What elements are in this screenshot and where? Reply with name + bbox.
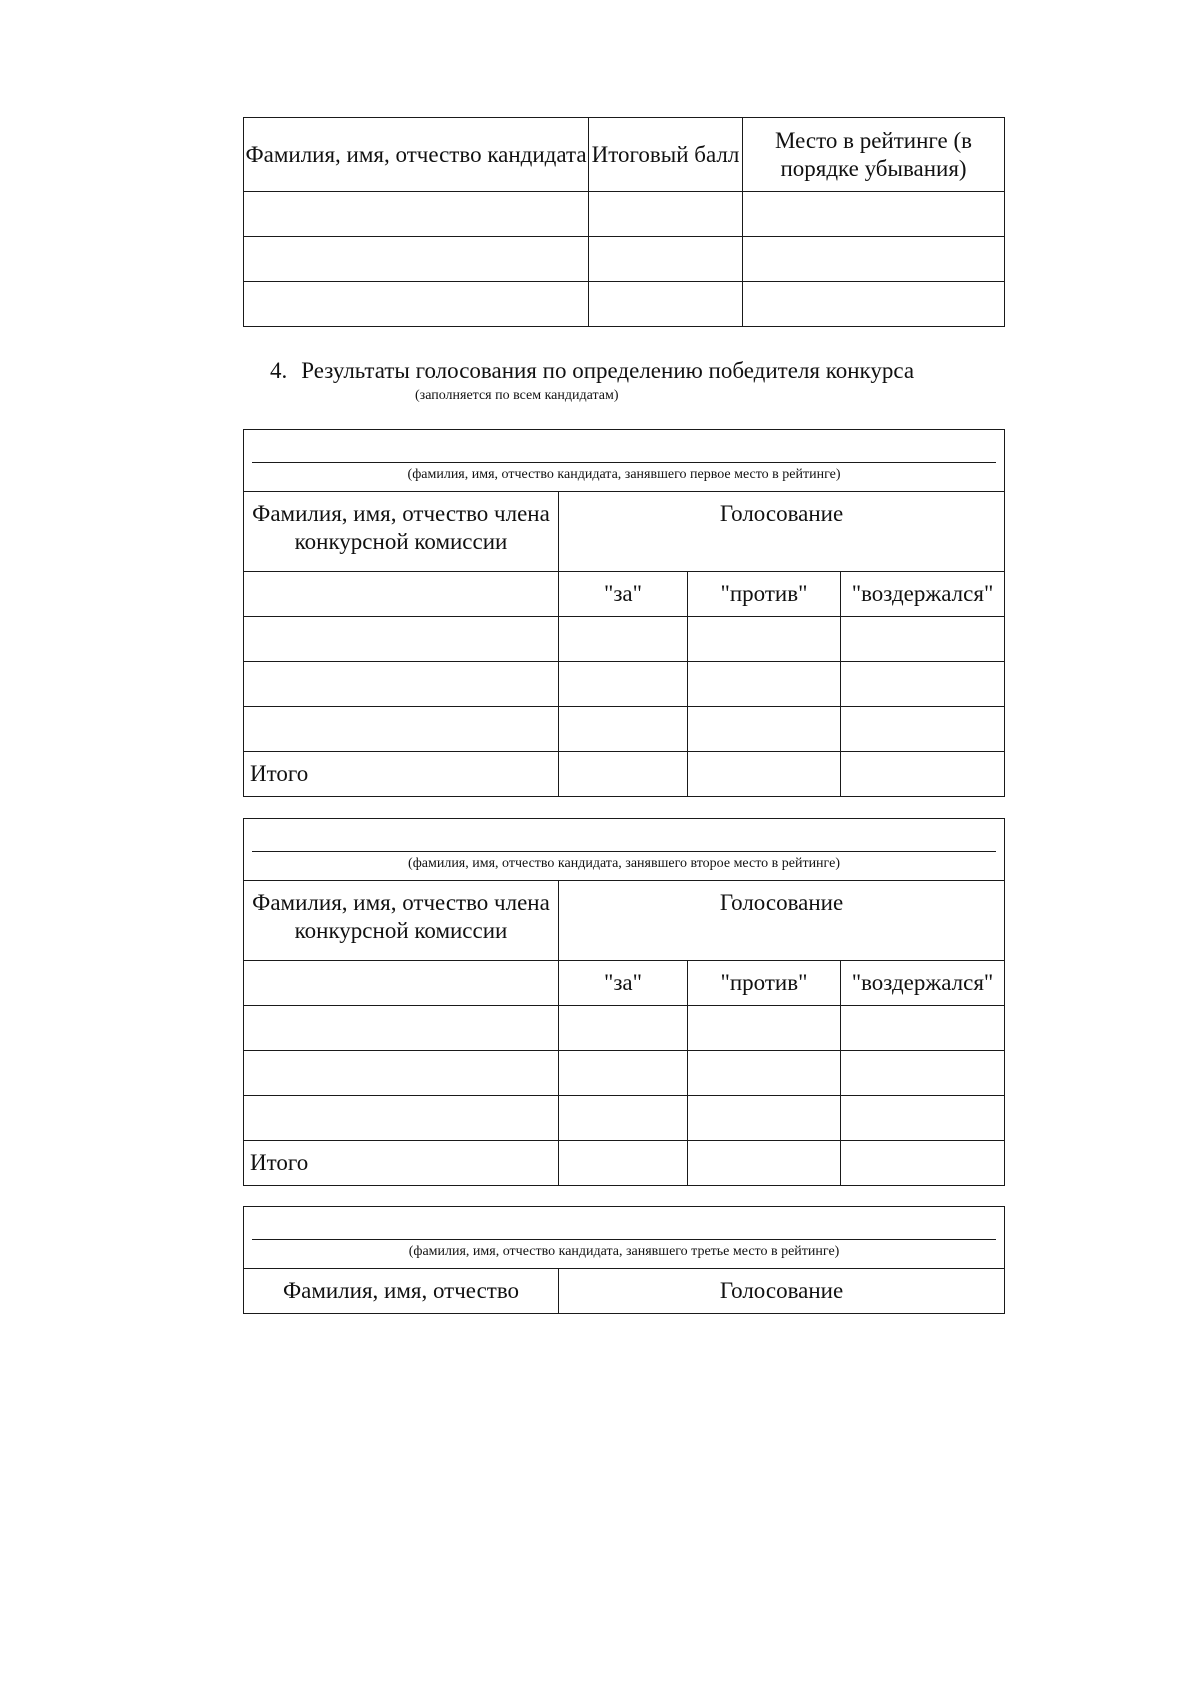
candidate-name-cell[interactable] xyxy=(244,282,589,327)
rating-place-cell[interactable] xyxy=(743,282,1005,327)
candidate-name-cell[interactable] xyxy=(244,192,589,237)
section-title: Результаты голосования по определению победителя конкурса xyxy=(301,358,915,383)
vote-against-cell[interactable] xyxy=(688,707,841,752)
candidate-name-cell[interactable] xyxy=(244,237,589,282)
total-score-cell[interactable] xyxy=(589,282,743,327)
vote-abstained-cell[interactable] xyxy=(841,617,1005,662)
section-subtitle: (заполняется по всем кандидатам) xyxy=(415,388,619,403)
vote-table-second-place xyxy=(243,818,1005,1186)
table-row xyxy=(244,1096,1005,1141)
rating-place-cell[interactable] xyxy=(743,192,1005,237)
vote-abstained-cell[interactable] xyxy=(841,1006,1005,1051)
total-for-cell[interactable] xyxy=(559,1141,688,1186)
vote-header-row xyxy=(244,881,1005,961)
vote-header-row xyxy=(244,492,1005,572)
section-number: 4. xyxy=(270,358,288,383)
table-row xyxy=(244,1006,1005,1051)
total-score-cell[interactable] xyxy=(589,192,743,237)
total-label: Итого xyxy=(244,752,559,797)
vote-table-third-place xyxy=(243,1206,1005,1314)
candidate-name-field[interactable] xyxy=(244,430,1005,492)
member-name-cell[interactable] xyxy=(244,1096,559,1141)
column-header-total-score: Итоговый балл xyxy=(589,118,743,192)
candidate-row xyxy=(244,430,1005,492)
candidate-name-underline xyxy=(252,1239,996,1240)
vote-for-cell[interactable] xyxy=(559,662,688,707)
member-name-cell[interactable] xyxy=(244,662,559,707)
vote-for-cell[interactable] xyxy=(559,1096,688,1141)
option-for: "за" xyxy=(559,961,688,1006)
vote-abstained-cell[interactable] xyxy=(841,662,1005,707)
vote-for-cell[interactable] xyxy=(559,1006,688,1051)
vote-for-cell[interactable] xyxy=(559,617,688,662)
table-row xyxy=(244,192,1005,237)
vote-abstained-cell[interactable] xyxy=(841,1051,1005,1096)
vote-against-cell[interactable] xyxy=(688,1096,841,1141)
empty-cell xyxy=(244,572,559,617)
vote-options-row xyxy=(244,572,1005,617)
total-row xyxy=(244,1141,1005,1186)
candidate-name-field[interactable] xyxy=(244,1207,1005,1269)
vote-against-cell[interactable] xyxy=(688,1006,841,1051)
column-header-voting: Голосование xyxy=(559,881,1005,961)
total-for-cell[interactable] xyxy=(559,752,688,797)
member-name-cell[interactable] xyxy=(244,1051,559,1096)
option-against: "против" xyxy=(688,572,841,617)
vote-against-cell[interactable] xyxy=(688,617,841,662)
option-abstained: "воздержался" xyxy=(841,961,1005,1006)
total-against-cell[interactable] xyxy=(688,1141,841,1186)
member-name-cell[interactable] xyxy=(244,1006,559,1051)
candidate-row xyxy=(244,1207,1005,1269)
total-row xyxy=(244,752,1005,797)
column-header-rating-place: Место в рейтинге (в порядке убывания) xyxy=(743,118,1005,192)
total-label: Итого xyxy=(244,1141,559,1186)
table-row xyxy=(244,282,1005,327)
table-row xyxy=(244,617,1005,662)
candidate-caption: (фамилия, имя, отчество кандидата, занявшего третье место в рейтинге) xyxy=(408,1244,840,1259)
rating-table xyxy=(243,117,1005,327)
table-row xyxy=(244,237,1005,282)
column-header-voting: Голосование xyxy=(559,492,1005,572)
vote-against-cell[interactable] xyxy=(688,662,841,707)
member-name-cell[interactable] xyxy=(244,617,559,662)
vote-header-row xyxy=(244,1269,1005,1314)
column-header-member-name: Фамилия, имя, отчество члена конкурсной комиссии xyxy=(244,492,559,572)
table-row xyxy=(244,707,1005,752)
candidate-name-underline xyxy=(252,462,996,463)
vote-options-row xyxy=(244,961,1005,1006)
vote-for-cell[interactable] xyxy=(559,1051,688,1096)
column-header-member-name: Фамилия, имя, отчество xyxy=(244,1269,559,1314)
candidate-name-field[interactable] xyxy=(244,819,1005,881)
vote-for-cell[interactable] xyxy=(559,707,688,752)
column-header-candidate-name: Фамилия, имя, отчество кандидата xyxy=(244,118,589,192)
section-heading xyxy=(270,358,914,384)
candidate-row xyxy=(244,819,1005,881)
total-abstained-cell[interactable] xyxy=(841,752,1005,797)
option-for: "за" xyxy=(559,572,688,617)
table-row xyxy=(244,662,1005,707)
member-name-cell[interactable] xyxy=(244,707,559,752)
vote-table-first-place xyxy=(243,429,1005,797)
column-header-voting: Голосование xyxy=(559,1269,1005,1314)
total-abstained-cell[interactable] xyxy=(841,1141,1005,1186)
option-abstained: "воздержался" xyxy=(841,572,1005,617)
rating-table-header-row xyxy=(244,118,1005,192)
total-against-cell[interactable] xyxy=(688,752,841,797)
vote-against-cell[interactable] xyxy=(688,1051,841,1096)
column-header-member-name: Фамилия, имя, отчество члена конкурсной комиссии xyxy=(244,881,559,961)
vote-abstained-cell[interactable] xyxy=(841,707,1005,752)
total-score-cell[interactable] xyxy=(589,237,743,282)
rating-place-cell[interactable] xyxy=(743,237,1005,282)
candidate-caption: (фамилия, имя, отчество кандидата, занявшего первое место в рейтинге) xyxy=(407,467,841,482)
table-row xyxy=(244,1051,1005,1096)
empty-cell xyxy=(244,961,559,1006)
candidate-name-underline xyxy=(252,851,996,852)
candidate-caption: (фамилия, имя, отчество кандидата, занявшего второе место в рейтинге) xyxy=(408,856,840,871)
vote-abstained-cell[interactable] xyxy=(841,1096,1005,1141)
option-against: "против" xyxy=(688,961,841,1006)
